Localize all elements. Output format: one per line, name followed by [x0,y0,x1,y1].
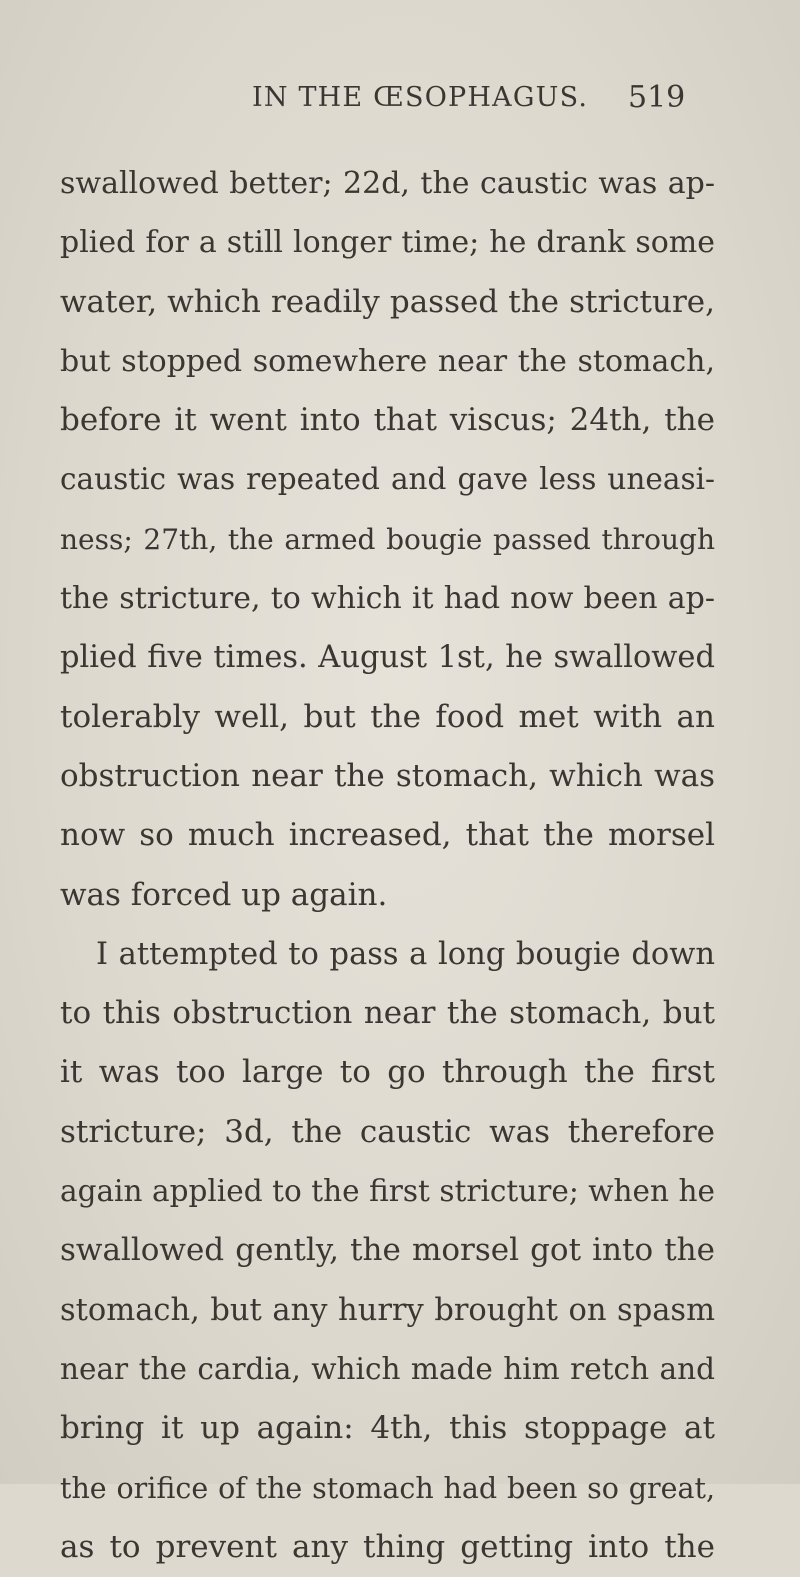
text-line: caustic was repeated and gave less uneasi- [60,462,715,497]
text-line: as to prevent any thing getting into the [60,1528,715,1565]
text-line: to this obstruction near the stomach, but [60,995,715,1032]
text-line: again applied to the first stricture; when he [60,1174,715,1209]
text-line: bring it up again: 4th, this stoppage at [60,1410,715,1447]
text-line: before it went into that viscus; 24th, the [60,402,715,439]
text-line: obstruction near the stomach, which was [60,757,715,794]
running-head [0,78,800,118]
text-line: but stopped somewhere near the stomach, [60,343,715,379]
text-line: plied for a still longer time; he drank some [60,225,715,261]
text-line: the stricture, to which it had now been ap- [60,581,715,617]
body-text [60,154,715,1577]
text-line: stomach, but any hurry brought on spasm [60,1292,715,1328]
text-line: water, which readily passed the stricture, [60,283,715,320]
text-line: near the cardia, which made him retch and [60,1351,715,1386]
paragraph-1 [60,154,715,925]
text-line: swallowed better; 22d, the caustic was ap- [60,166,715,201]
text-line: plied five times. August 1st, he swallowed [60,640,715,676]
text-line: swallowed gently, the morsel got into the [60,1232,715,1269]
paragraph-2 [60,925,715,1577]
text-line: stricture; 3d, the caustic was therefore [60,1113,715,1150]
text-line: tolerably well, but the food met with an [60,698,715,735]
text-line: now so much increased, that the morsel [60,817,715,854]
text-line: I attempted to pass a long bougie down [96,936,715,972]
page-number: 519 [628,80,686,115]
text-line: it was too large to go through the first [60,1054,715,1091]
running-head-title: IN THE ŒSOPHAGUS. [252,82,589,113]
text-line: ness; 27th, the armed bougie passed through [60,522,715,556]
text-line: the orifice of the stomach had been so great, [60,1471,715,1505]
text-line: was forced up again. [60,876,388,913]
